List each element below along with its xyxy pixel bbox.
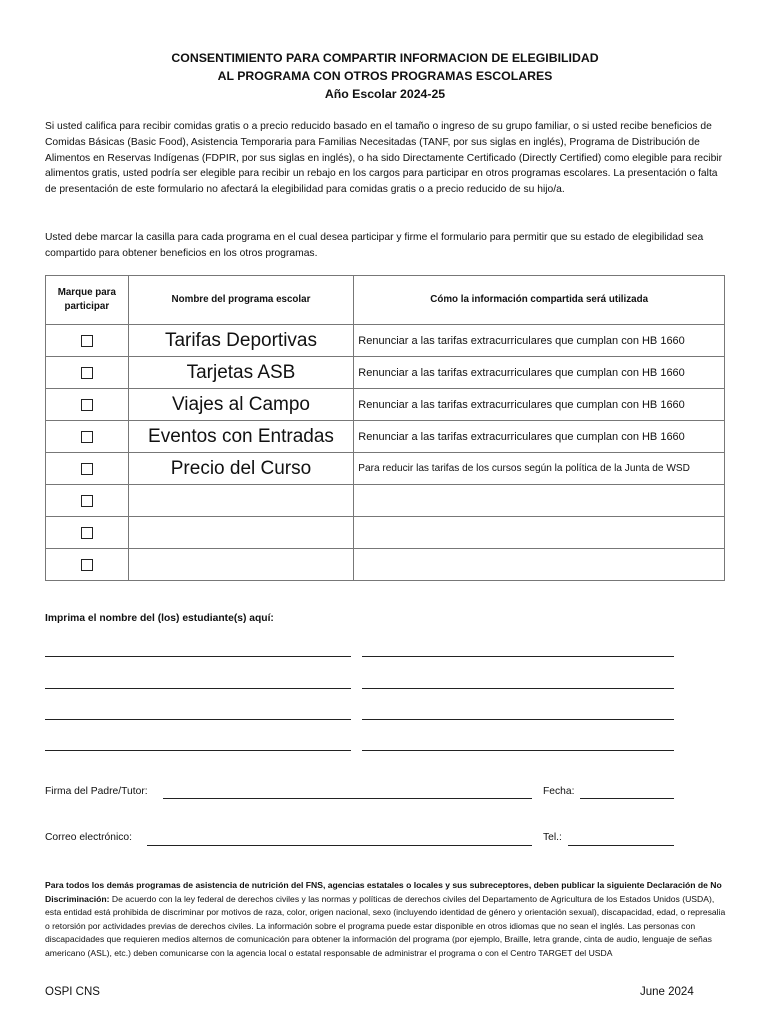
instructions-paragraph: Usted debe marcar la casilla para cada programa en el cual desea participar y firme el formulario para permitir que su estado de elegibilidad sea compartido para obtener beneficios en los otros programas. xyxy=(45,232,704,259)
use-cell[interactable] xyxy=(354,485,725,517)
program-name: Tarjetas ASB xyxy=(186,361,296,383)
use-cell xyxy=(354,421,725,453)
use-cell xyxy=(354,453,725,485)
checkbox-cell xyxy=(46,389,129,421)
program-cell xyxy=(128,325,354,357)
student-name-line[interactable] xyxy=(362,719,674,720)
use-cell xyxy=(354,389,725,421)
students-name-label: Imprima el nombre del (los) estudiante(s) aquí: xyxy=(45,613,274,624)
table-row xyxy=(46,549,725,581)
checkbox-cell xyxy=(46,325,129,357)
participate-checkbox[interactable] xyxy=(81,495,93,507)
program-cell xyxy=(128,389,354,421)
checkbox-cell xyxy=(46,453,129,485)
footer-org: OSPI CNS xyxy=(45,986,100,998)
participate-checkbox[interactable] xyxy=(81,431,93,443)
table-header-row xyxy=(46,276,725,325)
table-row xyxy=(46,357,725,389)
program-name: Tarifas Deportivas xyxy=(164,329,317,351)
intro-paragraph: Si usted califica para recibir comidas gratis o a precio reducido basado en el tamaño o ingreso de su grupo familiar, o si usted recibe beneficios de Comidas Básicas (Basic Food), Asistencia Temporaria para Familias Necesitadas (TANF, por sus siglas en inglés), Programa de Distribución de Alimentos en Reservas Indígenas (FDPIR, por sus siglas en inglés), o ha sido Directamente Certificado (Directly Certified) como elegible para recibir alimentos gratis, usted podría ser elegible para recibir un rebajo en los cargos para participar en otros programas escolares. La presentación o falta de presentación de este formulario no afectará la elegibilidad para comidas gratis o a precio reducido de su hijo/a. xyxy=(45,121,723,196)
program-use: Renunciar a las tarifas extracurriculares que cumplan con HB 1660 xyxy=(358,334,685,347)
column-header-check: Marque para participar xyxy=(46,276,129,325)
form-title xyxy=(0,49,770,103)
program-cell xyxy=(128,357,354,389)
program-cell xyxy=(128,421,354,453)
table-row xyxy=(46,517,725,549)
participate-checkbox[interactable] xyxy=(81,367,93,379)
program-cell[interactable] xyxy=(128,549,354,581)
use-cell xyxy=(354,325,725,357)
nondiscrimination-text: De acuerdo con la ley federal de derechos civiles y las normas y políticas de derechos civiles del Departamento de Agricultura de los Estados Unidos (USDA), esta entidad está prohibida de discriminar por motivos de raza, color, origen nacional, sexo (incluyendo identidad de género y orientación sexual), discapacidad, edad, o represalia o retorsión por actividades previas de derechos civiles. La información sobre el programa puede estar disponible en otros idiomas que no sean el inglés. Las personas con discapacidades que requieren medios alternos de comunicación para obtener la información del programa (por ejemplo, Braille, letra grande, cinta de audio, lenguaje de señas americano (ASL), etc.) deben comunicarse con la agencia local o estatal responsable de administrar el programa o con el Centro TARGET del USDA xyxy=(45,893,726,958)
student-name-line[interactable] xyxy=(45,750,351,751)
nondiscrimination-heading: Para todos los demás programas de asistencia de nutrición del FNS, agencias estatales o locales y sus subreceptores, deben publicar la siguiente Declaración de No Discriminación: xyxy=(45,880,722,904)
checkbox-cell xyxy=(46,549,129,581)
email-field[interactable] xyxy=(147,845,532,846)
program-name: Eventos con Entradas xyxy=(148,425,334,447)
title-line-2: AL PROGRAMA CON OTROS PROGRAMAS ESCOLARES xyxy=(217,69,553,83)
checkbox-cell xyxy=(46,421,129,453)
program-use: Renunciar a las tarifas extracurriculares que cumplan con HB 1660 xyxy=(358,398,685,411)
participate-checkbox[interactable] xyxy=(81,463,93,475)
column-header-use: Cómo la información compartida será utilizada xyxy=(354,276,725,325)
title-line-1: CONSENTIMIENTO PARA COMPARTIR INFORMACION DE ELEGIBILIDAD xyxy=(171,51,599,65)
programs-table xyxy=(45,275,725,581)
program-name: Viajes al Campo xyxy=(171,393,310,415)
program-name: Precio del Curso xyxy=(170,457,312,479)
program-cell[interactable] xyxy=(128,485,354,517)
table-row xyxy=(46,453,725,485)
checkbox-cell xyxy=(46,357,129,389)
use-cell[interactable] xyxy=(354,549,725,581)
student-name-line[interactable] xyxy=(45,688,351,689)
checkbox-cell xyxy=(46,517,129,549)
student-name-line[interactable] xyxy=(362,750,674,751)
column-header-program: Nombre del programa escolar xyxy=(128,276,354,325)
nondiscrimination-statement xyxy=(45,879,727,960)
student-name-line[interactable] xyxy=(362,688,674,689)
program-cell[interactable] xyxy=(128,517,354,549)
checkbox-cell xyxy=(46,485,129,517)
student-name-line[interactable] xyxy=(45,719,351,720)
program-use: Para reducir las tarifas de los cursos según la política de la Junta de WSD xyxy=(358,463,690,474)
date-label: Fecha: xyxy=(543,786,575,797)
footer-date: June 2024 xyxy=(640,986,694,998)
program-use: Renunciar a las tarifas extracurriculares que cumplan con HB 1660 xyxy=(358,430,685,443)
school-year: Año Escolar 2024-25 xyxy=(324,87,446,101)
use-cell xyxy=(354,357,725,389)
participate-checkbox[interactable] xyxy=(81,559,93,571)
email-label: Correo electrónico: xyxy=(45,832,132,843)
table-row xyxy=(46,389,725,421)
participate-checkbox[interactable] xyxy=(81,335,93,347)
phone-field[interactable] xyxy=(568,845,674,846)
use-cell[interactable] xyxy=(354,517,725,549)
table-row xyxy=(46,421,725,453)
table-row xyxy=(46,485,725,517)
program-cell xyxy=(128,453,354,485)
student-name-line[interactable] xyxy=(362,656,674,657)
date-field[interactable] xyxy=(580,798,674,799)
student-name-line[interactable] xyxy=(45,656,351,657)
program-use: Renunciar a las tarifas extracurriculares que cumplan con HB 1660 xyxy=(358,366,685,379)
participate-checkbox[interactable] xyxy=(81,399,93,411)
parent-signature-label: Firma del Padre/Tutor: xyxy=(45,786,148,797)
participate-checkbox[interactable] xyxy=(81,527,93,539)
phone-label: Tel.: xyxy=(543,832,562,843)
table-row xyxy=(46,325,725,357)
parent-signature-field[interactable] xyxy=(163,798,532,799)
